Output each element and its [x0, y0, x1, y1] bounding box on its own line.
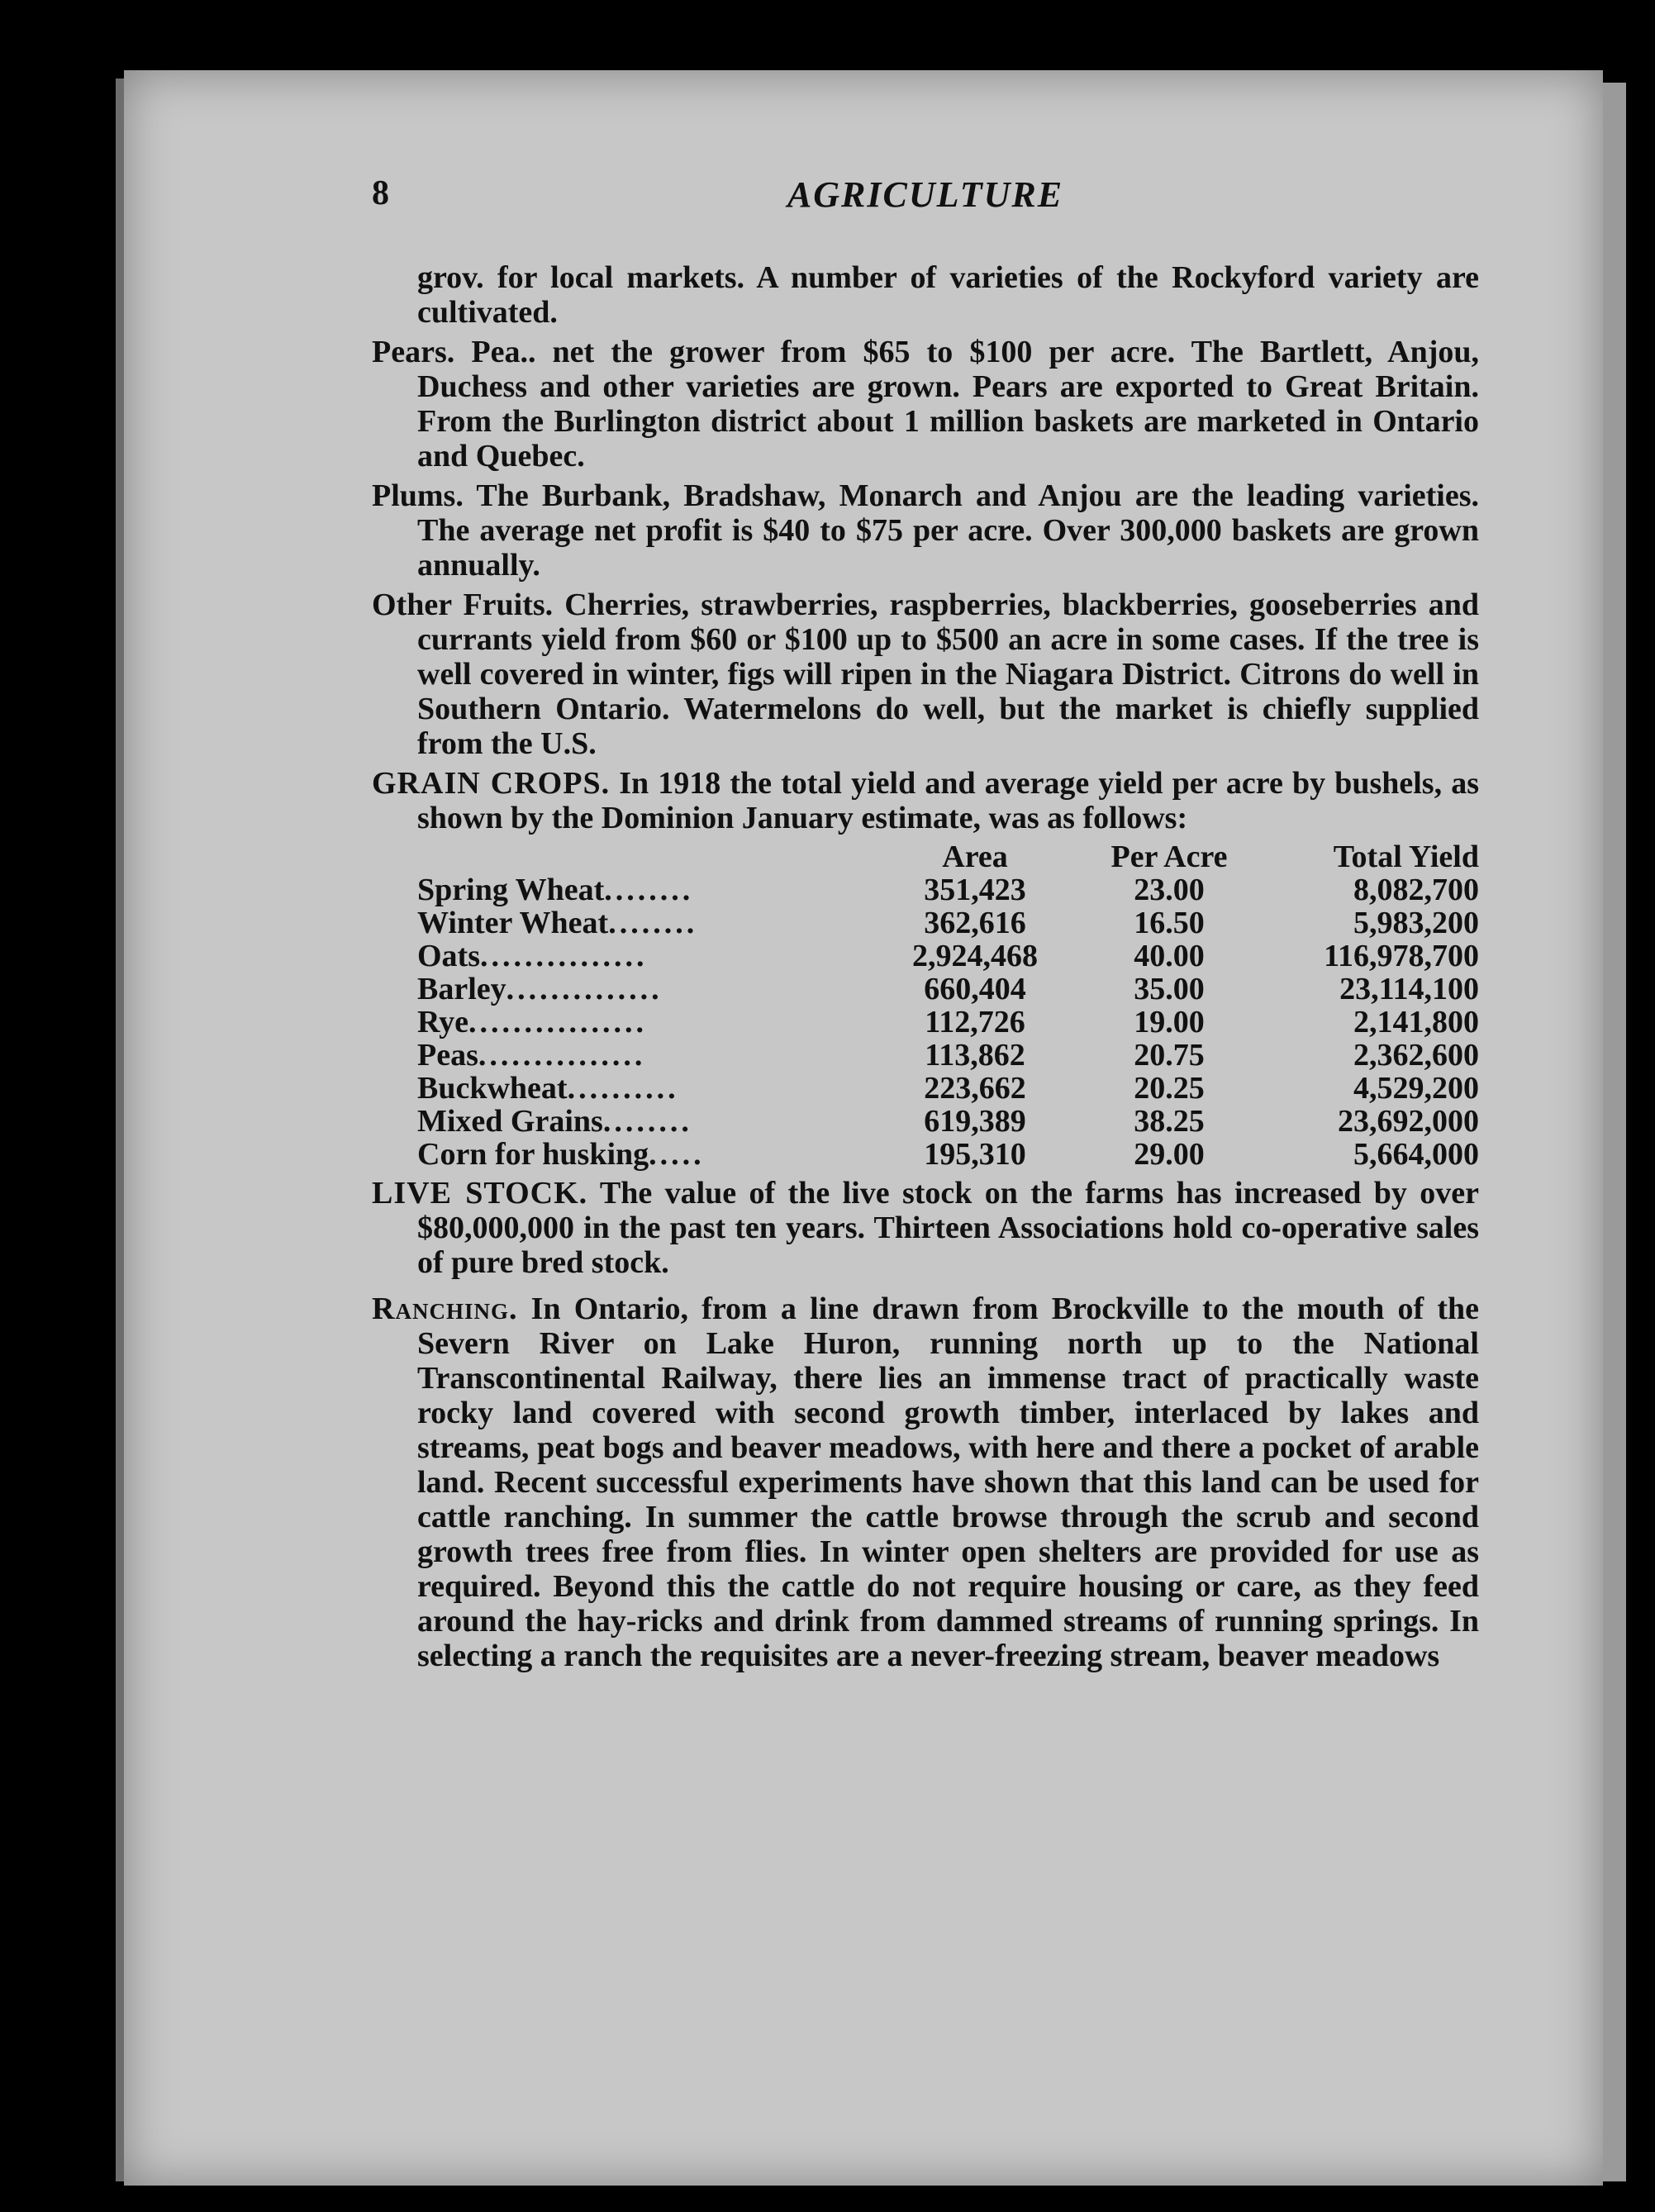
running-title: AGRICULTURE	[787, 174, 1064, 215]
crop-total-yield: 2,362,600	[1353, 1038, 1479, 1073]
crop-total-yield: 2,141,800	[1353, 1005, 1479, 1039]
table-header-row	[417, 840, 1479, 873]
dot-leader: ..........	[567, 1071, 679, 1106]
table-row	[417, 1105, 1479, 1138]
dot-leader: ........	[604, 873, 694, 907]
crop-per-acre: 20.75	[1134, 1038, 1205, 1073]
table-row	[417, 1039, 1479, 1072]
plums-text: The Burbank, Bradshaw, Monarch and Anjou are the leading varieties. The average net profit is $40 to $75 per acre. Over 300,000 baskets are grown annually.	[417, 478, 1479, 583]
grain-crops-table	[417, 840, 1479, 1171]
crop-name: Mixed Grains	[417, 1104, 603, 1139]
paragraph-plums	[372, 478, 1479, 583]
header-area: Area	[942, 840, 1008, 874]
page-body	[372, 260, 1479, 1678]
paragraph-grain-crops	[372, 766, 1479, 835]
crop-area: 660,404	[924, 972, 1026, 1006]
header-per-acre: Per Acre	[1110, 840, 1228, 874]
crop-area: 112,726	[925, 1005, 1025, 1039]
dot-leader: ........	[608, 906, 698, 940]
crop-name: Oats	[417, 939, 480, 973]
ranching-text: In Ontario, from a line drawn from Brockville to the mouth of the Severn River on Lake Huron, running north up to the National Transcontinental Railway, there lies an immense tract of practically waste rocky land covered with second growth timber, interlaced by lakes and streams, peat bogs and beaver meadows, with here and there a pocket of arable land. Recent successful experiments have shown that this land can be used for cattle ranching. In summer the cattle browse through the scrub and second growth trees free from flies. In winter open shelters are provided for use as required. Beyond this the cattle do not require housing or care, as they feed around the hay-ricks and drink from dammed streams of running springs. In selecting a ranch the requisites are a never-freezing stream, beaver meadows	[417, 1292, 1479, 1673]
grain-crops-text: In 1918 the total yield and average yield per acre by bushels, as shown by the Dominion January estimate, was as follows:	[417, 766, 1479, 835]
table-row	[417, 1138, 1479, 1171]
header-crop	[417, 840, 880, 873]
crop-area: 195,310	[924, 1137, 1026, 1172]
crop-total-yield: 116,978,700	[1324, 939, 1479, 973]
ranching-heading: Ranching.	[372, 1292, 518, 1326]
header-total-yield: Total Yield	[1333, 840, 1479, 874]
other-fruits-text: Cherries, strawberries, raspberries, blackberries, gooseberries and currants yield from $60 or $100 up to $500 an acre in some cases. If the tree is well covered in winter, figs will ripen in the Niagara District. Citrons do well in Southern Ontario. Watermelons do well, but the market is chiefly supplied from the U.S.	[417, 587, 1479, 761]
crop-per-acre: 38.25	[1134, 1104, 1205, 1139]
paragraph-pears	[372, 335, 1479, 473]
dot-leader: ...............	[480, 939, 648, 973]
crop-area: 2,924,468	[912, 939, 1038, 973]
table-row	[417, 940, 1479, 973]
crop-total-yield: 5,983,200	[1353, 906, 1479, 940]
table-row	[417, 906, 1479, 940]
crop-per-acre: 35.00	[1134, 972, 1205, 1006]
crop-per-acre: 40.00	[1134, 939, 1205, 973]
crop-name: Buckwheat	[417, 1071, 568, 1106]
crop-per-acre: 20.25	[1134, 1071, 1205, 1106]
live-stock-heading: LIVE STOCK.	[372, 1176, 588, 1211]
dot-leader: ...............	[478, 1038, 646, 1073]
grain-crops-heading: GRAIN CROPS.	[372, 766, 611, 801]
page-edge-right	[1603, 83, 1626, 2181]
paragraph-intro-text: grov. for local markets. A number of varieties of the Rockyford variety are cultivated.	[417, 260, 1479, 330]
crop-area: 619,389	[924, 1104, 1026, 1139]
table-row	[417, 873, 1479, 906]
page-number: 8	[372, 174, 389, 212]
crop-name: Peas	[417, 1038, 478, 1073]
crop-name: Rye	[417, 1005, 468, 1039]
crop-total-yield: 23,114,100	[1339, 972, 1479, 1006]
crop-name: Spring Wheat	[417, 873, 605, 907]
crop-area: 362,616	[924, 906, 1026, 940]
crop-per-acre: 19.00	[1134, 1005, 1205, 1039]
paragraph-live-stock	[372, 1176, 1479, 1280]
table-row	[417, 1072, 1479, 1105]
live-stock-text: The value of the live stock on the farms has increased by over $80,000,000 in the past ten years. Thirteen Associations hold co-operative sales of pure bred stock.	[417, 1176, 1479, 1280]
crop-total-yield: 4,529,200	[1353, 1071, 1479, 1106]
crop-per-acre: 16.50	[1134, 906, 1205, 940]
dot-leader: ..............	[506, 972, 663, 1006]
crop-name: Barley	[417, 972, 506, 1006]
crop-area: 223,662	[924, 1071, 1026, 1106]
dot-leader: .....	[649, 1137, 705, 1172]
crop-per-acre: 29.00	[1134, 1137, 1205, 1172]
page-header	[372, 174, 1479, 215]
crop-name: Corn for husking	[417, 1137, 649, 1172]
paragraph-ranching	[372, 1292, 1479, 1673]
table-row	[417, 973, 1479, 1006]
dot-leader: ................	[468, 1005, 647, 1039]
paragraph-intro	[372, 260, 1479, 330]
pears-text: Pea.. net the grower from $65 to $100 per acre. The Bartlett, Anjou, Duchess and other varieties are grown. Pears are exported to Great Britain. From the Burlington district about 1 million baskets are marketed in Ontario and Quebec.	[417, 335, 1480, 473]
table-row	[417, 1006, 1479, 1039]
crop-name: Winter Wheat	[417, 906, 609, 940]
plums-heading: Plums.	[372, 478, 464, 513]
crop-total-yield: 8,082,700	[1353, 873, 1479, 907]
paragraph-other-fruits	[372, 587, 1479, 761]
pears-heading: Pears.	[372, 335, 455, 369]
crop-area: 351,423	[924, 873, 1026, 907]
dot-leader: ........	[602, 1104, 692, 1139]
crop-total-yield: 23,692,000	[1338, 1104, 1479, 1139]
crop-total-yield: 5,664,000	[1353, 1137, 1479, 1172]
other-fruits-heading: Other Fruits.	[372, 587, 554, 622]
crop-area: 113,862	[925, 1038, 1025, 1073]
crop-per-acre: 23.00	[1134, 873, 1205, 907]
